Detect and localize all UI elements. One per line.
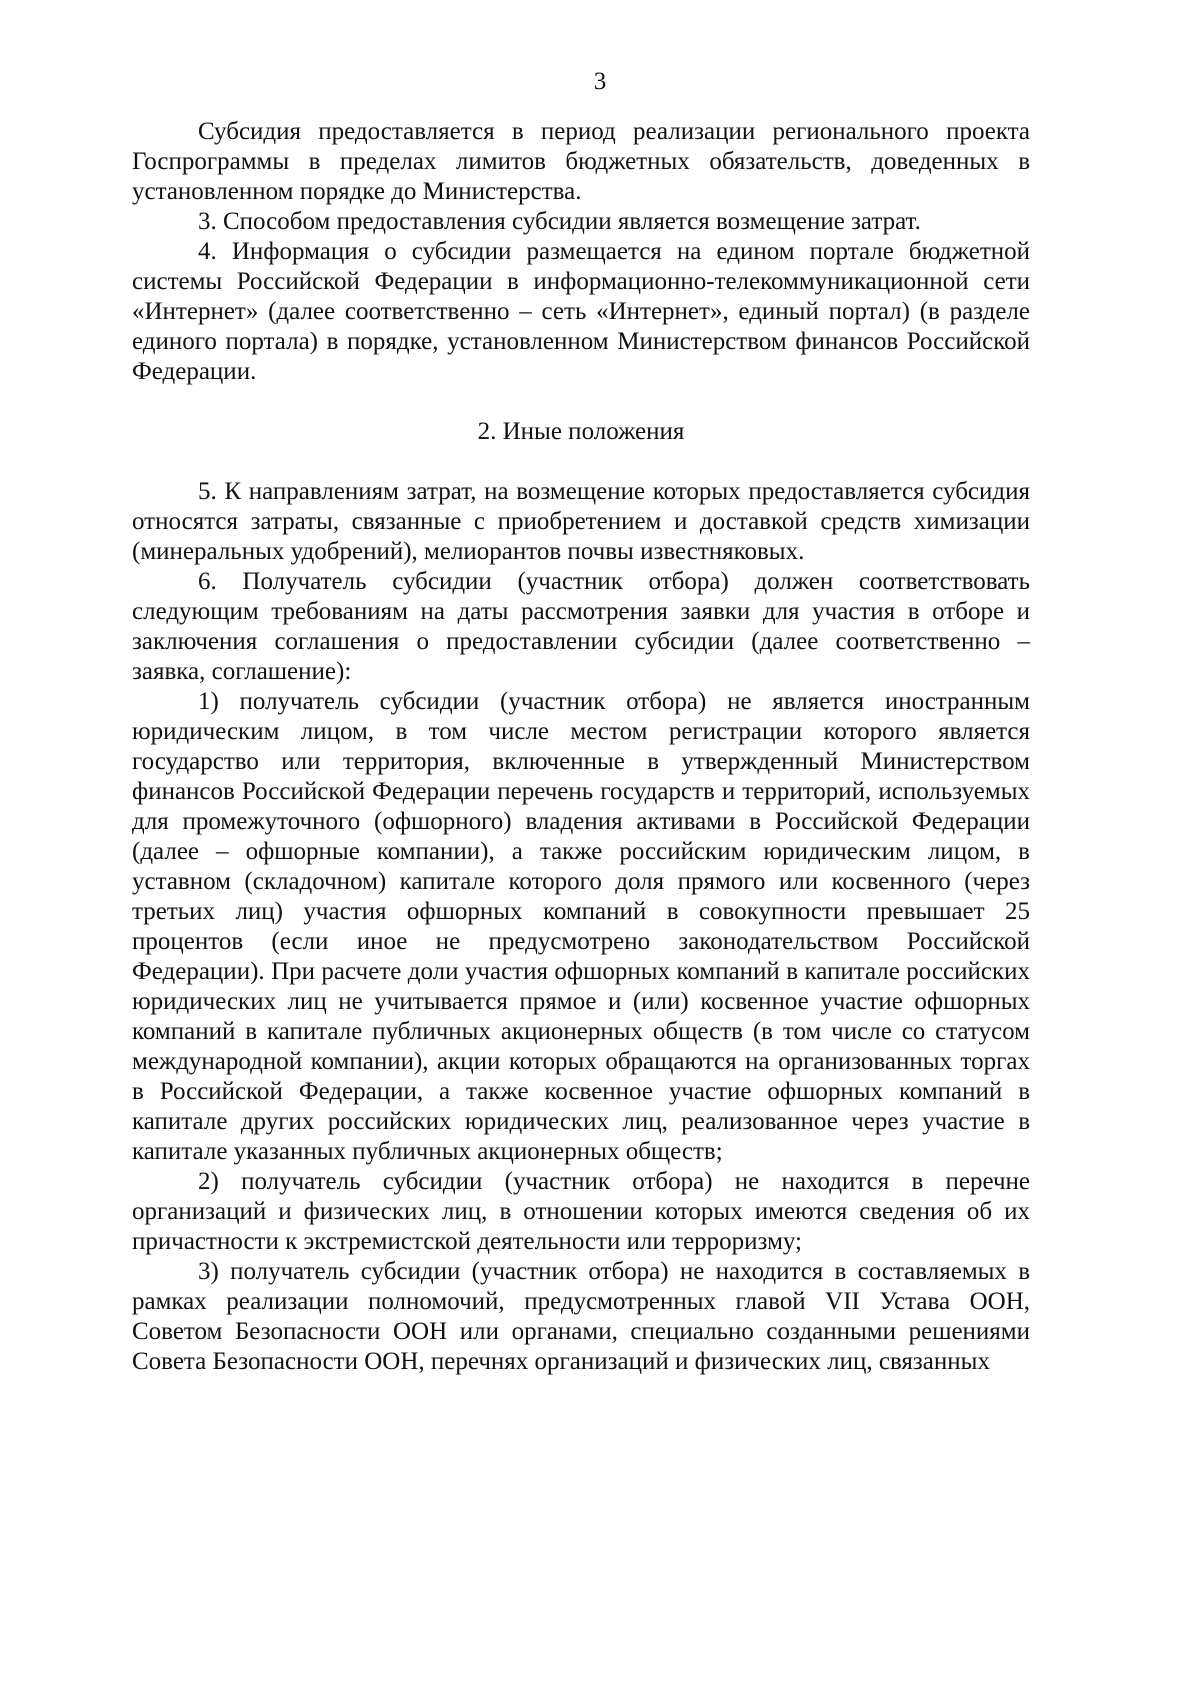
paragraph-subsidy-period: Субсидия предоставляется в период реализации регионального проекта Госпрограммы в пределах лимитов бюджетных обязательств, доведенных в установленном порядке до Министерства. <box>132 118 1030 205</box>
paragraph-3: 3. Способом предоставления субсидии является возмещение затрат. <box>198 208 921 235</box>
paragraph-4: 4. Информация о субсидии размещается на едином портале бюджетной системы Российской Федерации в информационно-телекоммуникационной сети «Интернет» (далее соответственно – сеть «Интернет», единый портал) (в разделе единого портала) в порядке, установленном Министерством финансов Российской Федерации. <box>132 238 1030 385</box>
paragraph-6: 6. Получатель субсидии (участник отбора) должен соответствовать следующим требованиям на даты рассмотрения заявки для участия в отборе и заключения соглашения о предоставлении субсидии (далее соответственно – заявка, соглашение): <box>132 568 1030 685</box>
page-number: 3 <box>593 68 607 95</box>
section-title: 2. Иные положения <box>477 418 685 445</box>
paragraph-6-item-1: 1) получатель субсидии (участник отбора) не является иностранным юридическим лицом, в том числе местом регистрации которого является государство или территория, включенные в утвержденный Министерством финансов Российской Федерации перечень государств и территорий, используемых для промежуточного (офшорного) владения активами в Российской Федерации (далее – офшорные компании), а также российским юридическим лицом, в уставном (складочном) капитале которого доля прямого или косвенного (через третьих лиц) участия офшорных компаний в совокупности превышает 25 процентов (если иное не предусмотрено законодательством Российской Федерации). При расчете доли участия офшорных компаний в капитале российских юридических лиц не учитывается прямое и (или) косвенное участие офшорных компаний в капитале публичных акционерных обществ (в том числе со статусом международной компании), акции которых обращаются на организованных торгах в Российской Федерации, а также косвенное участие офшорных компаний в капитале других российских юридических лиц, реализованное через участие в капитале указанных публичных акционерных обществ; <box>132 688 1030 1165</box>
paragraph-6-item-2: 2) получатель субсидии (участник отбора) не находится в перечне организаций и физических лиц, в отношении которых имеются сведения об их причастности к экстремистской деятельности или терроризму; <box>132 1168 1030 1255</box>
paragraph-5: 5. К направлениям затрат, на возмещение которых предоставляется субсидия относятся затраты, связанные с приобретением и доставкой средств химизации (минеральных удобрений), мелиорантов почвы известняковых. <box>132 478 1030 565</box>
document-body <box>132 117 1030 1377</box>
paragraph-6-item-3: 3) получатель субсидии (участник отбора) не находится в составляемых в рамках реализации полномочий, предусмотренных главой VII Устава ООН, Советом Безопасности ООН или органами, специально созданными решениями Совета Безопасности ООН, перечнях организаций и физических лиц, связанных <box>132 1258 1030 1375</box>
